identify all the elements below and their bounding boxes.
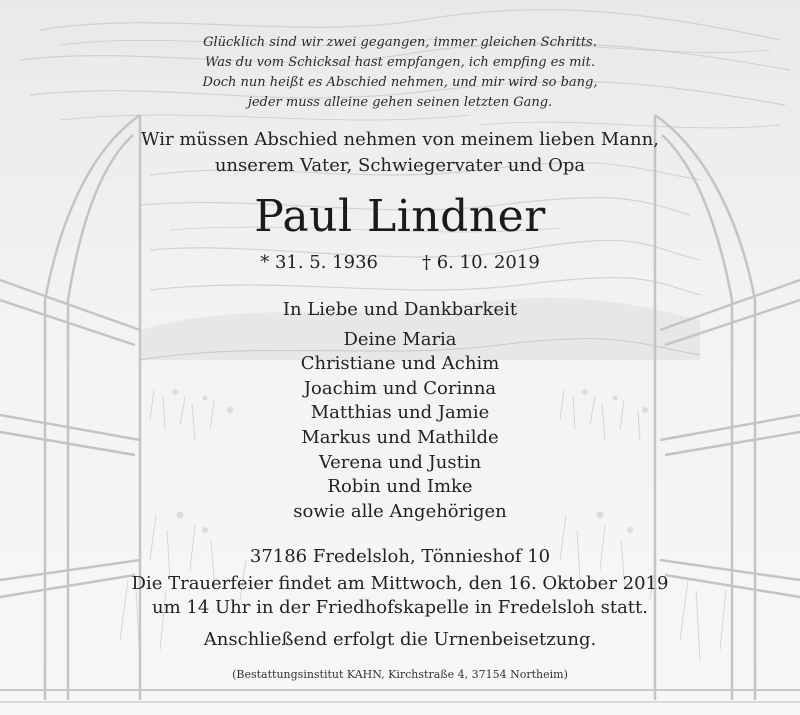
intro-text bbox=[0, 127, 800, 179]
poem bbox=[0, 33, 800, 113]
deceased-name: Paul Lindner bbox=[254, 191, 546, 242]
life-dates bbox=[0, 250, 800, 276]
mourner-name: Markus und Mathilde bbox=[301, 426, 499, 448]
funeral-info bbox=[0, 572, 800, 620]
mourner-name: sowie alle Angehörigen bbox=[293, 500, 507, 522]
birth-date: * 31. 5. 1936 bbox=[260, 252, 378, 273]
funeral-line: um 14 Uhr in der Friedhofskapelle in Fredelsloh statt. bbox=[151, 597, 648, 618]
intro-line: unserem Vater, Schwiegervater und Opa bbox=[214, 155, 586, 176]
funeral-home-credit: (Bestattungsinstitut KAHN, Kirchstraße 4, 37154 Northeim) bbox=[232, 668, 568, 681]
urn-burial-info: Anschließend erfolgt die Urnenbeisetzung. bbox=[203, 629, 597, 650]
intro-line: Wir müssen Abschied nehmen von meinem lieben Mann, bbox=[141, 129, 659, 150]
mourner-name: Joachim und Corinna bbox=[303, 377, 497, 399]
mourner-name: Verena und Justin bbox=[318, 451, 482, 473]
poem-line: Was du vom Schicksal hast empfangen, ich empfing es mit. bbox=[204, 55, 596, 70]
poem-line: Doch nun heißt es Abschied nehmen, und mir wird so bang, bbox=[202, 75, 598, 90]
mourner-name: Matthias und Jamie bbox=[310, 402, 490, 424]
mourner-name: Christiane und Achim bbox=[300, 353, 500, 375]
mourners-lead: In Liebe und Dankbarkeit bbox=[282, 299, 518, 320]
mourners-list bbox=[0, 298, 800, 524]
mourner-name: Deine Maria bbox=[343, 328, 457, 350]
funeral-line: Die Trauerfeier findet am Mittwoch, den 16. Oktober 2019 bbox=[131, 573, 669, 594]
poem-line: jeder muss alleine gehen seinen letzten Gang. bbox=[247, 95, 553, 110]
poem-line: Glücklich sind wir zwei gegangen, immer gleichen Schritts. bbox=[203, 35, 597, 50]
mourner-name: Robin und Imke bbox=[327, 476, 473, 498]
death-date: † 6. 10. 2019 bbox=[422, 252, 540, 273]
family-address: 37186 Fredelsloh, Tönnieshof 10 bbox=[249, 546, 551, 567]
